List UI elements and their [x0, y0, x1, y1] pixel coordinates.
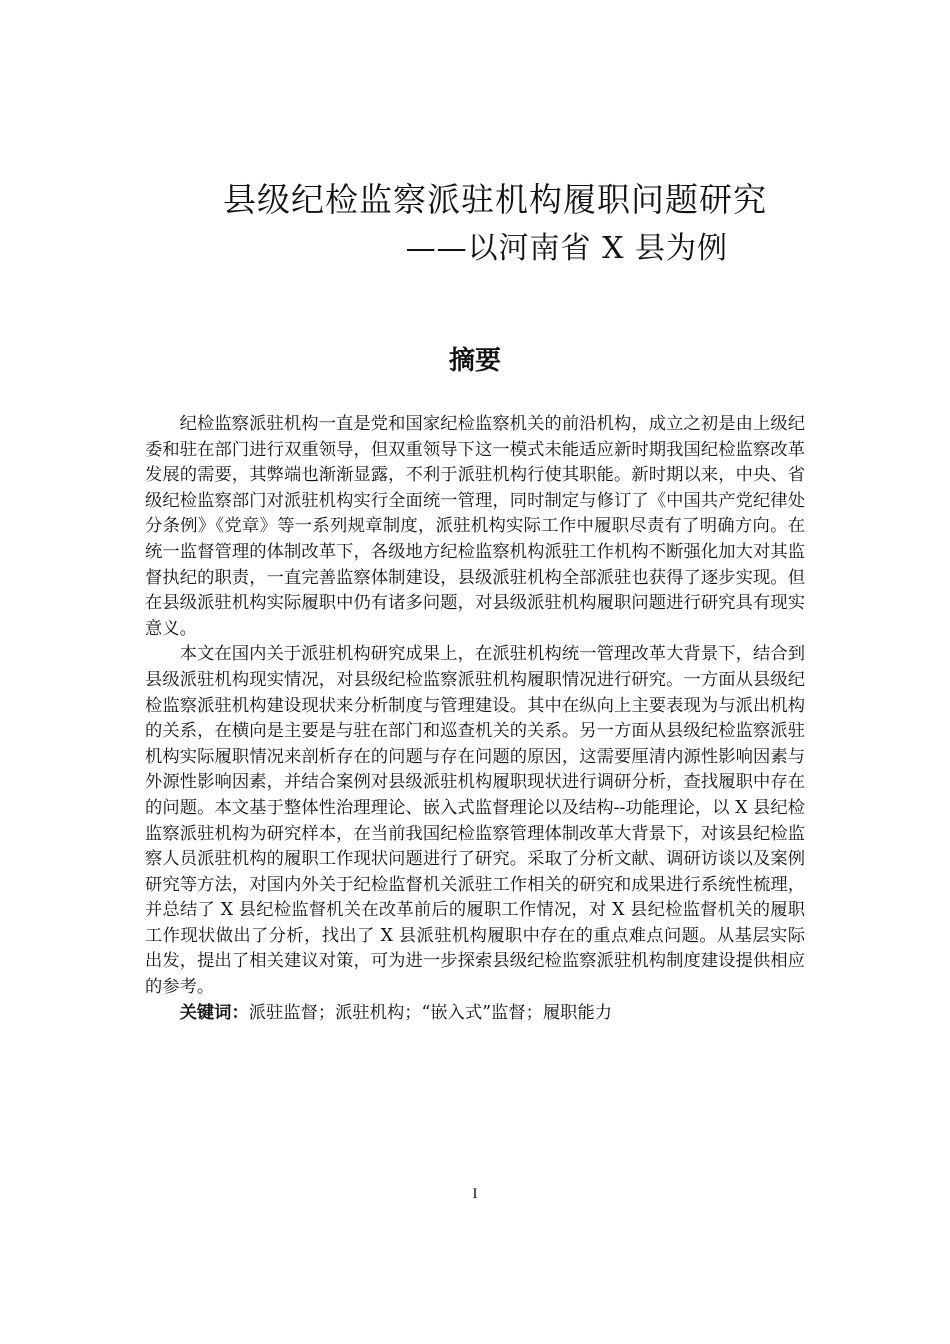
abstract-paragraph-2: 本文在国内关于派驻机构研究成果上，在派驻机构统一管理改革大背景下，结合到县级派驻机构现实情况，对县级纪检监察派驻机构履职情况进行研究。一方面从县级纪检监察派驻机构建设现状来分析制度与管理建设。其中在纵向上主要表现为与派出机构的关系，在横向是主要是与驻在部门和巡查机关的关系。另一方面从县级纪检监察派驻机构实际履职情况来剖析存在的问题与存在问题的原因，这需要厘清内源性影响因素与外源性影响因素，并结合案例对县级派驻机构履职现状进行调研分析，查找履职中存在的问题。本文基于整体性治理理论、嵌入式监督理论以及结构--功能理论，以 X 县纪检监察派驻机构为研究样本，在当前我国纪检监察管理体制改革大背景下，对该县纪检监察人员派驻机构的履职工作现状问题进行了研究。采取了分析文献、调研访谈以及案例研究等方法，对国内外关于纪检监督机关派驻工作相关的研究和成果进行系统性梳理，并总结了 X 县纪检监督机关在改革前后的履职工作情况，对 X 县纪检监督机关的履职工作现状做出了分析，找出了 X 县派驻机构履职中存在的重点难点问题。从基层实际出发，提出了相关建议对策，可为进一步探索县级纪检监察派驻机构制度建设提供相应的参考。: [145, 644, 805, 998]
abstract-paragraph-1: 纪检监察派驻机构一直是党和国家纪检监察机关的前沿机构，成立之初是由上级纪委和驻在部门进行双重领导，但双重领导下这一模式未能适应新时期我国纪检监察改革发展的需要，其弊端也渐渐显露，不利于派驻机构行使其职能。新时期以来，中央、省级纪检监察部门对派驻机构实行全面统一管理，同时制定与修订了《中国共产党纪律处分条例》《党章》等一系列规章制度，派驻机构实际工作中履职尽责有了明确方向。在统一监督管理的体制改革下，各级地方纪检监察机构派驻工作机构不断强化加大对其监督执纪的职责，一直完善监察体制建设，县级派驻机构全部派驻也获得了逐步实现。但在县级派驻机构实际履职中仍有诸多问题，对县级派驻机构履职问题进行研究具有现实意义。: [145, 414, 805, 639]
thesis-subtitle: ——以河南省 X 县为例: [405, 231, 728, 266]
abstract-heading: 摘要: [448, 346, 501, 376]
abstract-body: [145, 412, 805, 1026]
keywords-line: [145, 1001, 805, 1027]
keywords-label: 关键词：: [179, 1002, 249, 1023]
page-number: I: [472, 1186, 478, 1202]
keywords-text: 派驻监督；派驻机构；“嵌入式”监督；履职能力: [248, 1002, 613, 1023]
thesis-title: 县级纪检监察派驻机构履职问题研究: [223, 180, 767, 219]
